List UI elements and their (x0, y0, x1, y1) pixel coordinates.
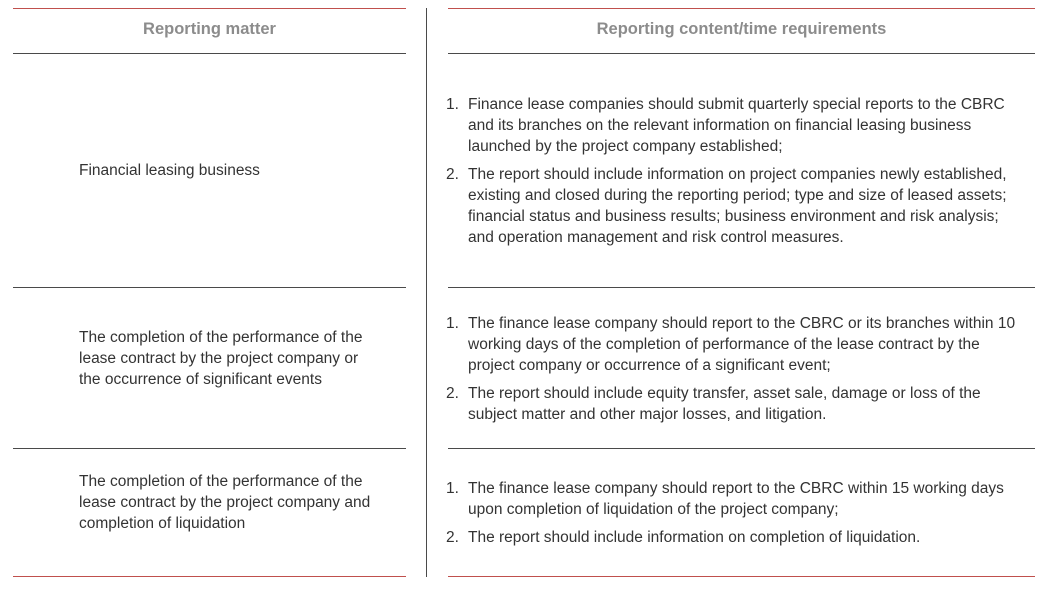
row-rule-right-2 (448, 448, 1035, 449)
header-rule-right (448, 53, 1035, 54)
row-rule-right-1 (448, 287, 1035, 288)
item-text: Finance lease companies should submit quarterly special reports to the CBRC and its branches on the relevant information on financial leasing business launched by the project company established; (468, 96, 1005, 155)
row-1-requirements (446, 94, 1026, 255)
item-text: The finance lease company should report to the CBRC within 15 working days upon completion of liquidation of the project company; (468, 480, 1004, 518)
row-2-requirements (446, 313, 1026, 432)
list-item (446, 313, 1026, 376)
row-3-matter: The completion of the performance of the lease contract by the project company and completion of liquidation (79, 473, 371, 532)
row-1-matter: Financial leasing business (79, 162, 260, 179)
item-text: The report should include information on project companies newly established, existing and closed during the reporting period; type and size of leased assets; financial status and business results; business environment and risk analysis; and operation management and risk control measures. (468, 166, 1007, 246)
row-3-requirements (446, 478, 1026, 555)
list-item (446, 164, 1026, 248)
item-number: 1. (446, 96, 459, 113)
bottom-rule-right (448, 576, 1035, 577)
top-rule-right (448, 8, 1035, 9)
list-item (446, 478, 1026, 520)
list-item (446, 383, 1026, 425)
item-number: 1. (446, 315, 459, 332)
item-number: 2. (446, 166, 459, 183)
item-number: 2. (446, 385, 459, 402)
item-number: 2. (446, 529, 459, 546)
item-text: The report should include information on completion of liquidation. (468, 529, 921, 546)
column-divider (426, 8, 427, 577)
header-requirements: Reporting content/time requirements (596, 20, 887, 38)
item-text: The finance lease company should report to the CBRC or its branches within 10 working days of the completion of performance of the lease contract by the project company or occurrence of a significant event; (468, 315, 1016, 374)
row-2-matter: The completion of the performance of the lease contract by the project company or the occurrence of significant events (79, 329, 363, 388)
row-rule-left-2 (13, 448, 406, 449)
list-item (446, 94, 1026, 157)
item-number: 1. (446, 480, 459, 497)
header-rule-left (13, 53, 406, 54)
header-reporting-matter: Reporting matter (143, 20, 276, 38)
item-text: The report should include equity transfer, asset sale, damage or loss of the subject matter and other major losses, and litigation. (468, 385, 981, 423)
row-rule-left-1 (13, 287, 406, 288)
top-rule-left (13, 8, 406, 9)
list-item (446, 527, 1026, 548)
bottom-rule-left (13, 576, 406, 577)
